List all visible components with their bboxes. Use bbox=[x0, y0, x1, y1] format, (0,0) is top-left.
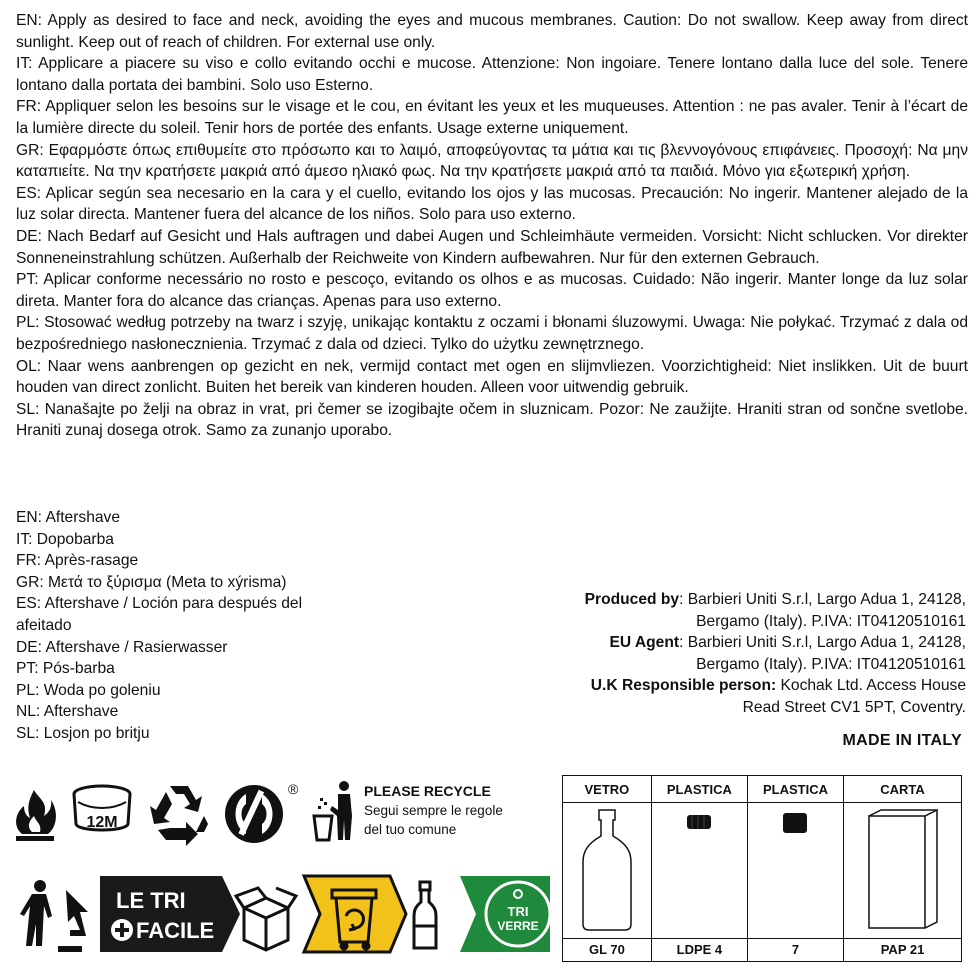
inner-cap-icon bbox=[780, 803, 810, 843]
eu-agent-label: EU Agent bbox=[609, 634, 680, 652]
name-fr: FR: Après-rasage bbox=[16, 552, 139, 570]
registered-mark: ® bbox=[288, 781, 299, 797]
recycle-arrows-icon bbox=[150, 786, 208, 846]
name-nl: NL: Aftershave bbox=[16, 703, 119, 721]
packaging-icon-row bbox=[563, 803, 962, 939]
warning-it: IT: Applicare a piacere su viso e collo evitando occhi e mucose. Attenzione: Non ingoiare. Tenere lontano dalla luce del sole. Tenere lontano dalla portata dei bambini. Solo uso Esterno. bbox=[16, 55, 968, 94]
tidyman-icon bbox=[314, 781, 352, 840]
code-vetro: GL 70 bbox=[563, 938, 652, 961]
tri-verre-line1: TRI bbox=[507, 904, 529, 919]
name-pl: PL: Woda po goleniu bbox=[16, 681, 161, 699]
header-plastica-1: PLASTICA bbox=[651, 776, 747, 803]
pao-jar-icon bbox=[74, 786, 130, 831]
please-recycle-line1: Segui sempre le regole bbox=[364, 803, 503, 818]
name-gr: GR: Μετά το ξύρισμα (Meta to xýrisma) bbox=[16, 573, 287, 591]
please-recycle-title: PLEASE RECYCLE bbox=[364, 783, 491, 799]
packaging-table bbox=[562, 775, 962, 962]
product-names bbox=[16, 507, 346, 745]
carton-cell bbox=[844, 803, 962, 939]
le-tri-facile-band bbox=[14, 870, 554, 960]
name-es: ES: Aftershave / Loción para después del afeitado bbox=[16, 595, 303, 634]
name-de: DE: Aftershave / Rasierwasser bbox=[16, 638, 228, 656]
tri-facile-line2: FACILE bbox=[136, 918, 215, 943]
triman-icon bbox=[20, 880, 88, 952]
carton-box-icon bbox=[863, 806, 943, 932]
warning-es: ES: Aplicar según sea necesario en la cara y el cuello, evitando los ojos y las mucosas. Precaución: No ingerir. Mantener alejado de la luz solar directa. Mantener fuera del alcance de los niños. Solo para uso externo. bbox=[16, 184, 968, 224]
eu-agent-line2: Bergamo (Italy). P.IVA: IT04120510161 bbox=[696, 655, 966, 673]
warning-pt: PT: Aplicar conforme necessário no rosto e pescoço, evitando os olhos e as mucosas. Cuidado: Não ingerir. Manter longe da luz solar direta. Manter fora do alcance das crianças. Apenas para uso externo. bbox=[16, 271, 968, 310]
name-pt: PT: Pós-barba bbox=[16, 660, 115, 678]
glass-bottle-icon bbox=[577, 806, 637, 932]
company-info bbox=[536, 589, 966, 719]
pao-label: 12M bbox=[86, 814, 118, 831]
packaging-code-row bbox=[563, 938, 962, 961]
warning-fr: FR: Appliquer selon les besoins sur le visage et le cou, en évitant les yeux et les muqueuses. Attention : ne pas avaler. Tenir à l’écart de la lumière directe du soleil. Tenir hors de portée des enfants. Usage externe uniquement. bbox=[16, 98, 968, 137]
warning-sl: SL: Nanašajte po želji na obraz in vrat, pri čemer se izogibajte očem in sluznicam. Pozor: Ne zaužijte. Hraniti stran od sončne svetlobe. Hraniti zunaj dosega otrok. Samo za zunanjo uporabo. bbox=[16, 400, 968, 440]
name-it: IT: Dopobarba bbox=[16, 530, 114, 548]
glass-bottle-cell bbox=[563, 803, 652, 939]
cap-cell-2 bbox=[747, 803, 843, 939]
name-en: EN: Aftershave bbox=[16, 509, 121, 526]
header-vetro: VETRO bbox=[563, 776, 652, 803]
bottle-cap-icon bbox=[684, 803, 714, 843]
warning-gr: GR: Εφαρμόστε όπως επιθυμείτε στο πρόσωπο και το λαιμό, αποφεύγοντας τα μάτια και τις βλεννογόνους επιφάνειες. Προσοχή: Να μην καταπιείτε. Να την κρατήσετε μακριά από άμεσο ηλιακό φως. Να την κρατήσετε μακριά από τα παιδιά. Μόνο για εξωτερική χρήση. bbox=[16, 141, 968, 181]
eu-agent-line1: : Barbieri Uniti S.r.l, Largo Adua 1, 24128, bbox=[679, 634, 966, 652]
warning-de: DE: Nach Bedarf auf Gesicht und Hals auftragen und dabei Augen und Schleimhäute vermeiden. Vorsicht: Nicht schlucken. Vor direkter Sonneneinstrahlung schützen. Außerhalb der Reichweite von Kindern aufbewahren. Nur für den externen Gebrauch. bbox=[16, 227, 968, 267]
uk-responsible-line1: Kochak Ltd. Access House bbox=[776, 677, 966, 695]
name-sl: SL: Losjon po britju bbox=[16, 724, 150, 742]
usage-warnings bbox=[16, 10, 968, 442]
flammable-icon bbox=[16, 790, 56, 841]
code-carta: PAP 21 bbox=[844, 938, 962, 961]
produced-by-line2: Bergamo (Italy). P.IVA: IT04120510161 bbox=[696, 612, 966, 630]
warning-pl: PL: Stosować według potrzeby na twarz i szyję, unikając kontaktu z oczami i błonami śluzowymi. Uwaga: Nie połykać. Trzymać z dala od bezpośredniego nasłonecznienia. Trzymać z dala od dzieci. Tylko do użytku zewnętrznego. bbox=[16, 314, 968, 353]
cap-cell-1 bbox=[651, 803, 747, 939]
please-recycle-line2: del tuo comune bbox=[364, 822, 457, 837]
please-recycle-text bbox=[364, 782, 503, 839]
uk-responsible-label: U.K Responsible person: bbox=[590, 677, 777, 695]
uk-responsible-line2: Read Street CV1 5PT, Coventry. bbox=[742, 698, 966, 716]
cardboard-box-icon bbox=[236, 888, 296, 950]
made-in-italy: MADE IN ITALY bbox=[842, 732, 962, 749]
code-plastica-2: 7 bbox=[747, 938, 843, 961]
produced-by-line1: : Barbieri Uniti S.r.l, Largo Adua 1, 24128, bbox=[679, 591, 966, 608]
packaging-header-row bbox=[563, 776, 962, 803]
header-plastica-2: PLASTICA bbox=[747, 776, 843, 803]
green-dot-icon bbox=[225, 781, 299, 843]
header-carta: CARTA bbox=[844, 776, 962, 803]
warning-en: EN: Apply as desired to face and neck, avoiding the eyes and mucous membranes. Caution: Do not swallow. Keep away from direct sunlight. Keep out of reach of children. For external use only. bbox=[16, 12, 968, 51]
tri-facile-line1: LE TRI bbox=[116, 888, 186, 913]
warning-ol: OL: Naar wens aanbrengen op gezicht en nek, vermijd contact met ogen en slijmvliezen. Voorzichtigheid: Niet inslikken. Uit de buurt houden van direct zonlicht. Buiten het bereik van kinderen houden. Alleen voor uitwendig gebruik. bbox=[16, 357, 968, 397]
bottle-icon bbox=[414, 882, 436, 948]
produced-by-label: Produced by bbox=[584, 591, 680, 608]
tri-verre-line2: VERRE bbox=[497, 919, 539, 933]
code-plastica-1: LDPE 4 bbox=[651, 938, 747, 961]
